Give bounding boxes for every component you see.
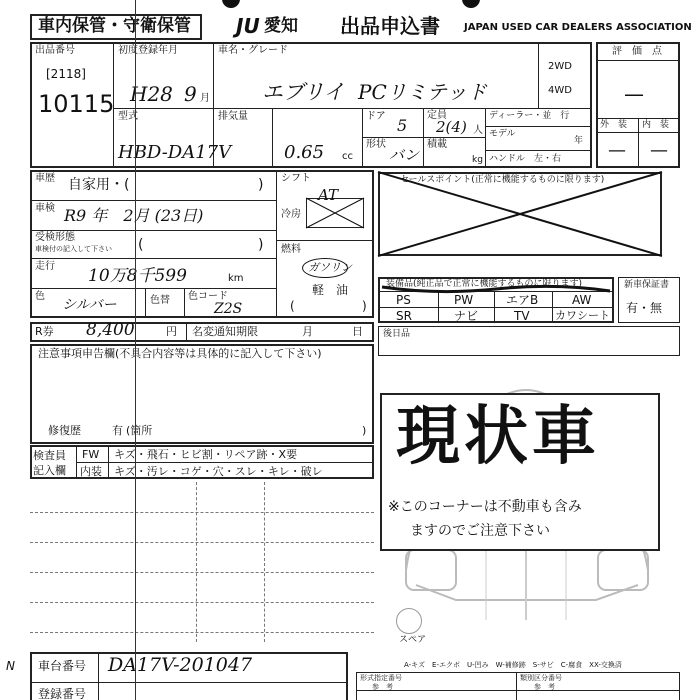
equip-navi: ナビ [454, 309, 479, 323]
tax-day-unit: 日 [352, 325, 363, 338]
damage-legend: A-キズ E-エクボ U-凹み W-補修跡 S-サビ C-腐食 XX-交換済 [404, 661, 622, 669]
cooler-label: 冷房 [281, 209, 301, 220]
usage-value: 自家用・( [68, 177, 130, 193]
mileage-value: 10万8千599 [88, 266, 187, 286]
displacement-value: 0.65 [284, 142, 325, 163]
drive-4wd: 4WD [548, 85, 572, 96]
model-label: 型式 [118, 111, 138, 122]
first-reg-month: 9 [184, 82, 197, 106]
form-title: 出品申込書 [340, 14, 440, 38]
mileage-unit: km [228, 273, 244, 284]
fuel-value: ガソリン [308, 261, 352, 274]
equip-airbag: エアB [506, 293, 539, 307]
inspector-label-1: 検査員 [33, 449, 66, 462]
association-name: JAPAN USED CAR DEALERS ASSOCIATION [464, 22, 692, 33]
load-unit: kg [472, 155, 483, 165]
margin-mark: N [6, 659, 15, 673]
shift-value: AT [318, 186, 339, 204]
equip-aw: AW [572, 293, 592, 307]
repair-value: 有 [112, 424, 123, 437]
inspection-value: R9 年 2月 (23日) [64, 206, 204, 225]
drive-2wd: 2WD [548, 61, 572, 72]
binding-mark-right [462, 0, 480, 8]
notice-stamp: 現状車 [396, 400, 600, 474]
registration-label: 登録番号 [38, 687, 87, 700]
exterior-label: 外 装 [600, 120, 628, 130]
tax-month-unit: 月 [302, 325, 313, 338]
ticket-paren-open: ( [138, 237, 144, 253]
brand-logo: JU [236, 14, 260, 38]
notice-message-2: ますのでご注意下さい [410, 523, 550, 539]
fold-line [135, 0, 136, 700]
lot-code: [2118] [46, 67, 86, 81]
aftermarket-box [378, 326, 680, 356]
repair-label: 修復歴 [48, 424, 81, 437]
car-name: エブリイ [262, 80, 345, 104]
interior-codes: キズ・汚レ・コゲ・穴・スレ・キレ・破レ [114, 465, 323, 478]
model-value: HBD-DA17V [118, 142, 232, 163]
interior-label: 内 装 [642, 120, 670, 130]
fw-codes: キズ・飛石・ヒビ割・リペア跡・X要 [114, 448, 298, 461]
equip-ps: PS [396, 293, 411, 307]
aftermarket-label: 後日品 [383, 329, 411, 339]
recycle-value: 8,400 [86, 320, 135, 340]
first-reg-label: 初度登録年月 [118, 45, 178, 56]
mileage-label: 走行 [35, 261, 55, 272]
fuel-paren-close: ) [362, 299, 367, 313]
warranty-label: 新車保証書 [624, 280, 670, 290]
model-year-label: モデル [489, 129, 516, 139]
trim-color-label: 色替 [150, 295, 170, 306]
rating-label: 評 価 点 [612, 46, 662, 57]
name-grade-label: 車名・グレード [218, 45, 288, 56]
interior-inspect-label: 内装 [80, 465, 102, 478]
equip-leather-seat: カワシート [555, 309, 610, 322]
chassis-label: 車台番号 [38, 659, 87, 673]
equip-tv: TV [514, 309, 530, 323]
brand-name: 愛知 [264, 16, 298, 36]
first-reg-year: H28 [130, 82, 173, 106]
listing-number: 10115 [38, 90, 115, 118]
color-label: 色 [35, 291, 45, 302]
tax-notice-label: 名変通知期限 [192, 325, 258, 338]
car-grade: PCリミテッド [358, 80, 487, 104]
capacity-unit: 人 [473, 125, 483, 136]
repair-close: ) [362, 424, 367, 437]
binding-mark-left [222, 0, 240, 8]
displacement-unit: cc [342, 151, 353, 162]
capacity-value: 2(4) [436, 118, 467, 136]
dealer-label: ディーラー・並 行 [489, 111, 570, 121]
equip-sr: SR [396, 309, 412, 323]
form-number-label: 形式指定番号 [360, 674, 402, 682]
sales-point-label: セールスポイント(正常に機能するものに限ります) [400, 175, 605, 185]
inspector-label-2: 記入欄 [33, 464, 66, 477]
fuel-paren-open: ( [290, 299, 295, 313]
repair-location: (箇所 [126, 424, 153, 437]
number-label: 出品番号 [35, 45, 75, 56]
category-label: 類別区分番号 [520, 674, 562, 682]
fuel-option: 軽 油 [312, 283, 349, 297]
ticket-note: 車検付の記入して下さい [35, 245, 112, 253]
shape-value: バン [389, 146, 420, 164]
capacity-label: 定員 [427, 110, 447, 121]
ticket-label: 受検形態 [35, 232, 75, 243]
notes-title: 注意事項申告欄(不具合内容等は具体的に記入して下さい) [38, 347, 322, 360]
shape-label: 形状 [366, 139, 386, 150]
equipment-label: 装備品(純正品で正常に機能するものに限ります) [386, 279, 583, 289]
warranty-value: 有・無 [626, 301, 663, 315]
notice-message-1: ※このコーナーは不動車も含み [388, 499, 582, 515]
form-number-box [356, 672, 680, 700]
rating-value: — [624, 82, 644, 106]
exterior-value: — [608, 140, 626, 161]
color-value: シルバー [62, 297, 117, 313]
recycle-label: R券 [35, 325, 54, 338]
spare-tire-icon [396, 608, 422, 634]
color-code-value: Z2S [214, 301, 243, 317]
fuel-label: 燃料 [281, 244, 301, 255]
displacement-label: 排気量 [218, 111, 248, 122]
ticket-paren-close: ) [258, 237, 264, 253]
equip-pw: PW [454, 293, 474, 307]
handle-label: ハンドル 左・右 [489, 154, 562, 164]
category-ref: 参 考 [534, 683, 555, 691]
load-label: 積載 [427, 139, 447, 150]
storage-title: 車内保管・守衛保管 [38, 16, 191, 36]
usage-label: 車歴 [35, 173, 55, 184]
fw-label: FW [82, 448, 100, 461]
color-code-label: 色コード [188, 291, 228, 302]
spare-label: スペア [399, 635, 427, 645]
shift-label: シフト [281, 173, 311, 184]
door-value: 5 [397, 116, 408, 135]
model-year-unit: 年 [574, 136, 584, 146]
sales-point-cross [378, 172, 662, 256]
form-number-ref: 参 考 [372, 683, 393, 691]
interior-value: — [650, 140, 668, 161]
inspection-label: 車検 [35, 203, 55, 214]
chassis-value: DA17V-201047 [108, 654, 253, 676]
usage-close: ) [258, 177, 264, 193]
recycle-unit: 円 [166, 325, 177, 338]
month-unit: 月 [200, 93, 210, 104]
equipment-strike [378, 283, 614, 303]
door-label: ドア [366, 111, 386, 122]
